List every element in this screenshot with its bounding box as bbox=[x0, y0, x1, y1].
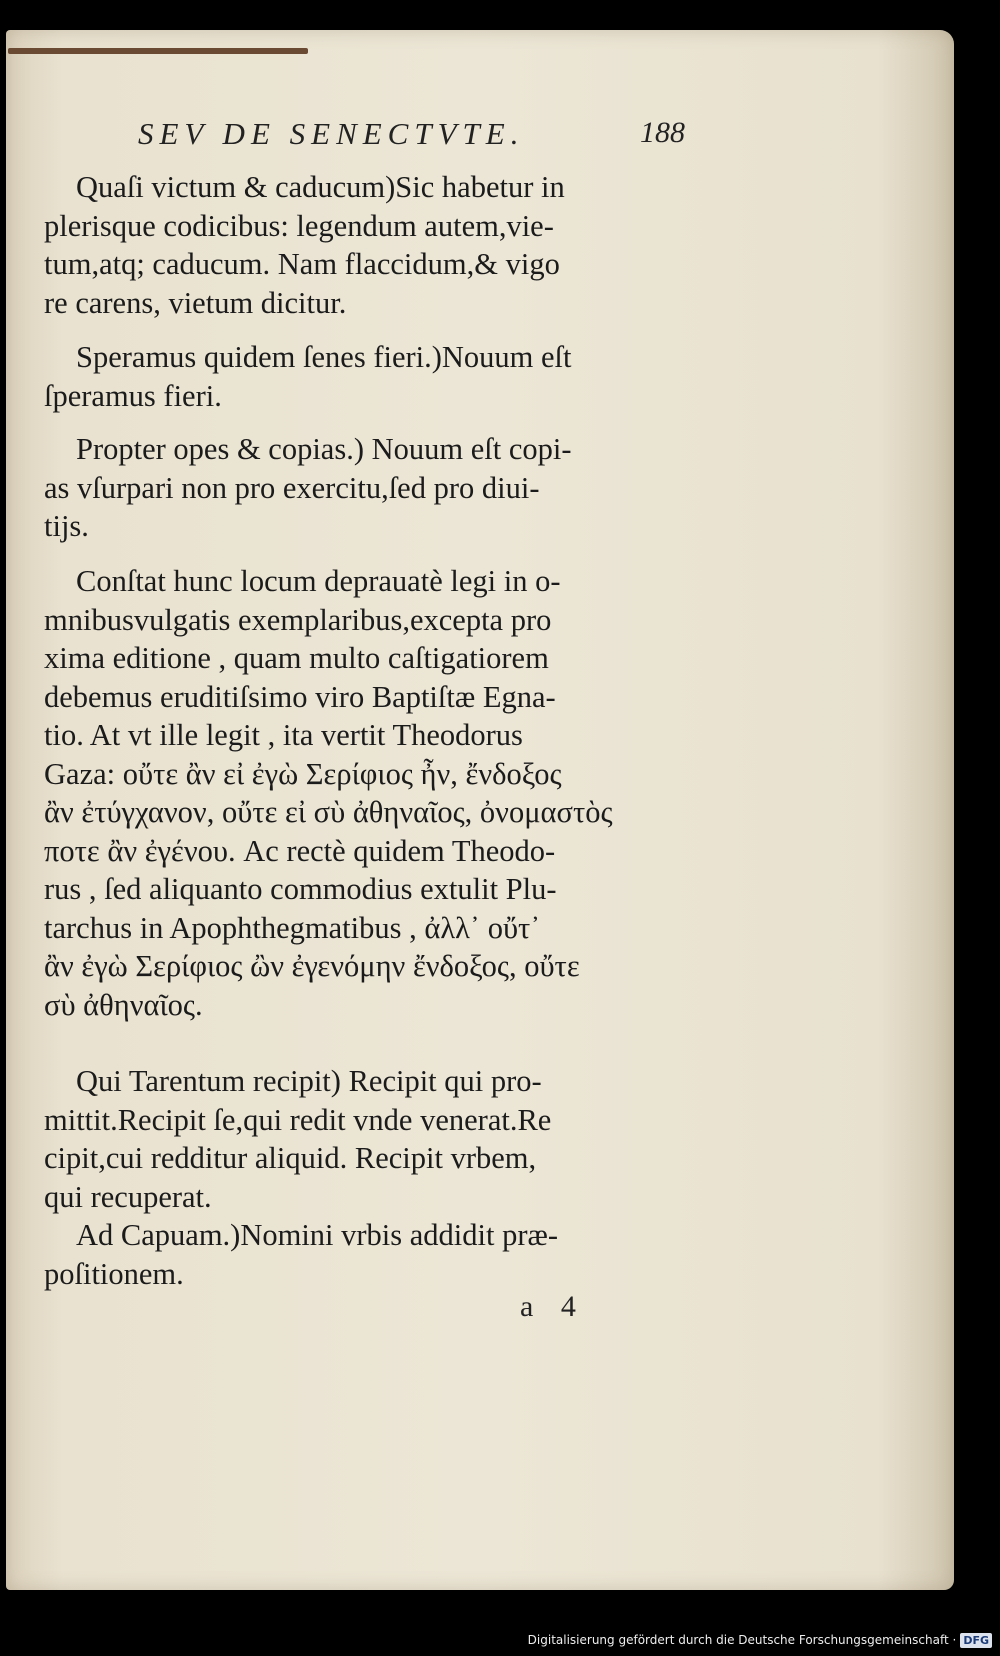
text-line: debemus eruditiſsimo viro Baptiſtæ Egna- bbox=[44, 679, 556, 714]
text-line: rus , ſed aliquanto commodius extulit Plu- bbox=[44, 872, 557, 906]
text-line: plerisque codicibus: legendum autem,vie- bbox=[44, 208, 554, 243]
text-line: Quaſi victum & caducum)Sic habetur in bbox=[76, 170, 565, 204]
text-line: poſitionem. bbox=[44, 1256, 184, 1291]
text-line: Qui Tarentum recipit) Recipit qui pro- bbox=[76, 1064, 542, 1098]
signature-mark: a 4 bbox=[520, 1290, 576, 1323]
text-line: mittit.Recipit ſe,qui redit vnde venerat.Re bbox=[44, 1102, 552, 1137]
text-line: mnibusvulgatis exemplaribus,excepta pro bbox=[44, 602, 552, 637]
paragraph-ad-capuam bbox=[44, 1216, 684, 1293]
text-line: ἂν ἐγὼ Σερίφιος ὢν ἐγενόμην ἔνδοξος, οὔτε bbox=[44, 949, 580, 983]
text-line: Gaza: οὔτε ἂν εἰ ἐγὼ Σερίφιος ἦν, ἔνδοξος bbox=[44, 756, 562, 791]
text-line: Propter opes & copias.) Nouum eſt copi- bbox=[76, 432, 572, 466]
digitization-footer bbox=[528, 1630, 992, 1650]
footer-credit: Digitalisierung gefördert durch die Deutsche Forschungsgemeinschaft · bbox=[527, 1633, 957, 1647]
text-line: qui recuperat. bbox=[44, 1179, 212, 1214]
page-number: 188 bbox=[640, 116, 685, 149]
text-line: σὺ ἀθηναῖος. bbox=[44, 987, 203, 1022]
text-line: xima editione , quam multo caſtigatiorem bbox=[44, 641, 549, 675]
text-line: cipit,cui redditur aliquid. Recipit vrbem, bbox=[44, 1141, 537, 1175]
text-line: ἂν ἐτύγχανον, οὔτε εἰ σὺ ἀθηναῖος, ὀνομαστὸς bbox=[44, 795, 613, 829]
paragraph-quasi-victum bbox=[44, 168, 684, 322]
text-line: Ad Capuam.)Nomini vrbis addidit præ- bbox=[76, 1218, 559, 1252]
paragraph-speramus bbox=[44, 338, 684, 415]
running-title: SEV DE SENECTVTE. bbox=[138, 116, 525, 151]
text-line: tum,atq; caducum. Nam flaccidum,& vigo bbox=[44, 247, 560, 281]
text-line: tio. At vt ille legit , ita vertit Theodorus bbox=[44, 718, 523, 752]
dfg-logo: DFG bbox=[960, 1633, 992, 1648]
text-line: Conſtat hunc locum deprauatè legi in o- bbox=[76, 564, 561, 598]
paragraph-qui-tarentum bbox=[44, 1062, 684, 1216]
text-line: ſperamus fieri. bbox=[44, 378, 222, 413]
text-line: tijs. bbox=[44, 509, 89, 543]
page-edge bbox=[8, 48, 308, 54]
paragraph-constat bbox=[44, 562, 684, 1024]
text-line: tarchus in Apophthegmatibus , ἀλλ᾽ οὔτ᾽ bbox=[44, 910, 541, 945]
paragraph-propter-opes bbox=[44, 430, 684, 546]
text-line: Speramus quidem ſenes fieri.)Nouum eſt bbox=[76, 340, 572, 374]
text-line: as vſurpari non pro exercitu,ſed pro diui- bbox=[44, 470, 540, 505]
text-line: ποτε ἂν ἐγένου. Ac rectè quidem Theodo- bbox=[44, 833, 556, 868]
text-line: re carens, vietum dicitur. bbox=[44, 285, 347, 320]
